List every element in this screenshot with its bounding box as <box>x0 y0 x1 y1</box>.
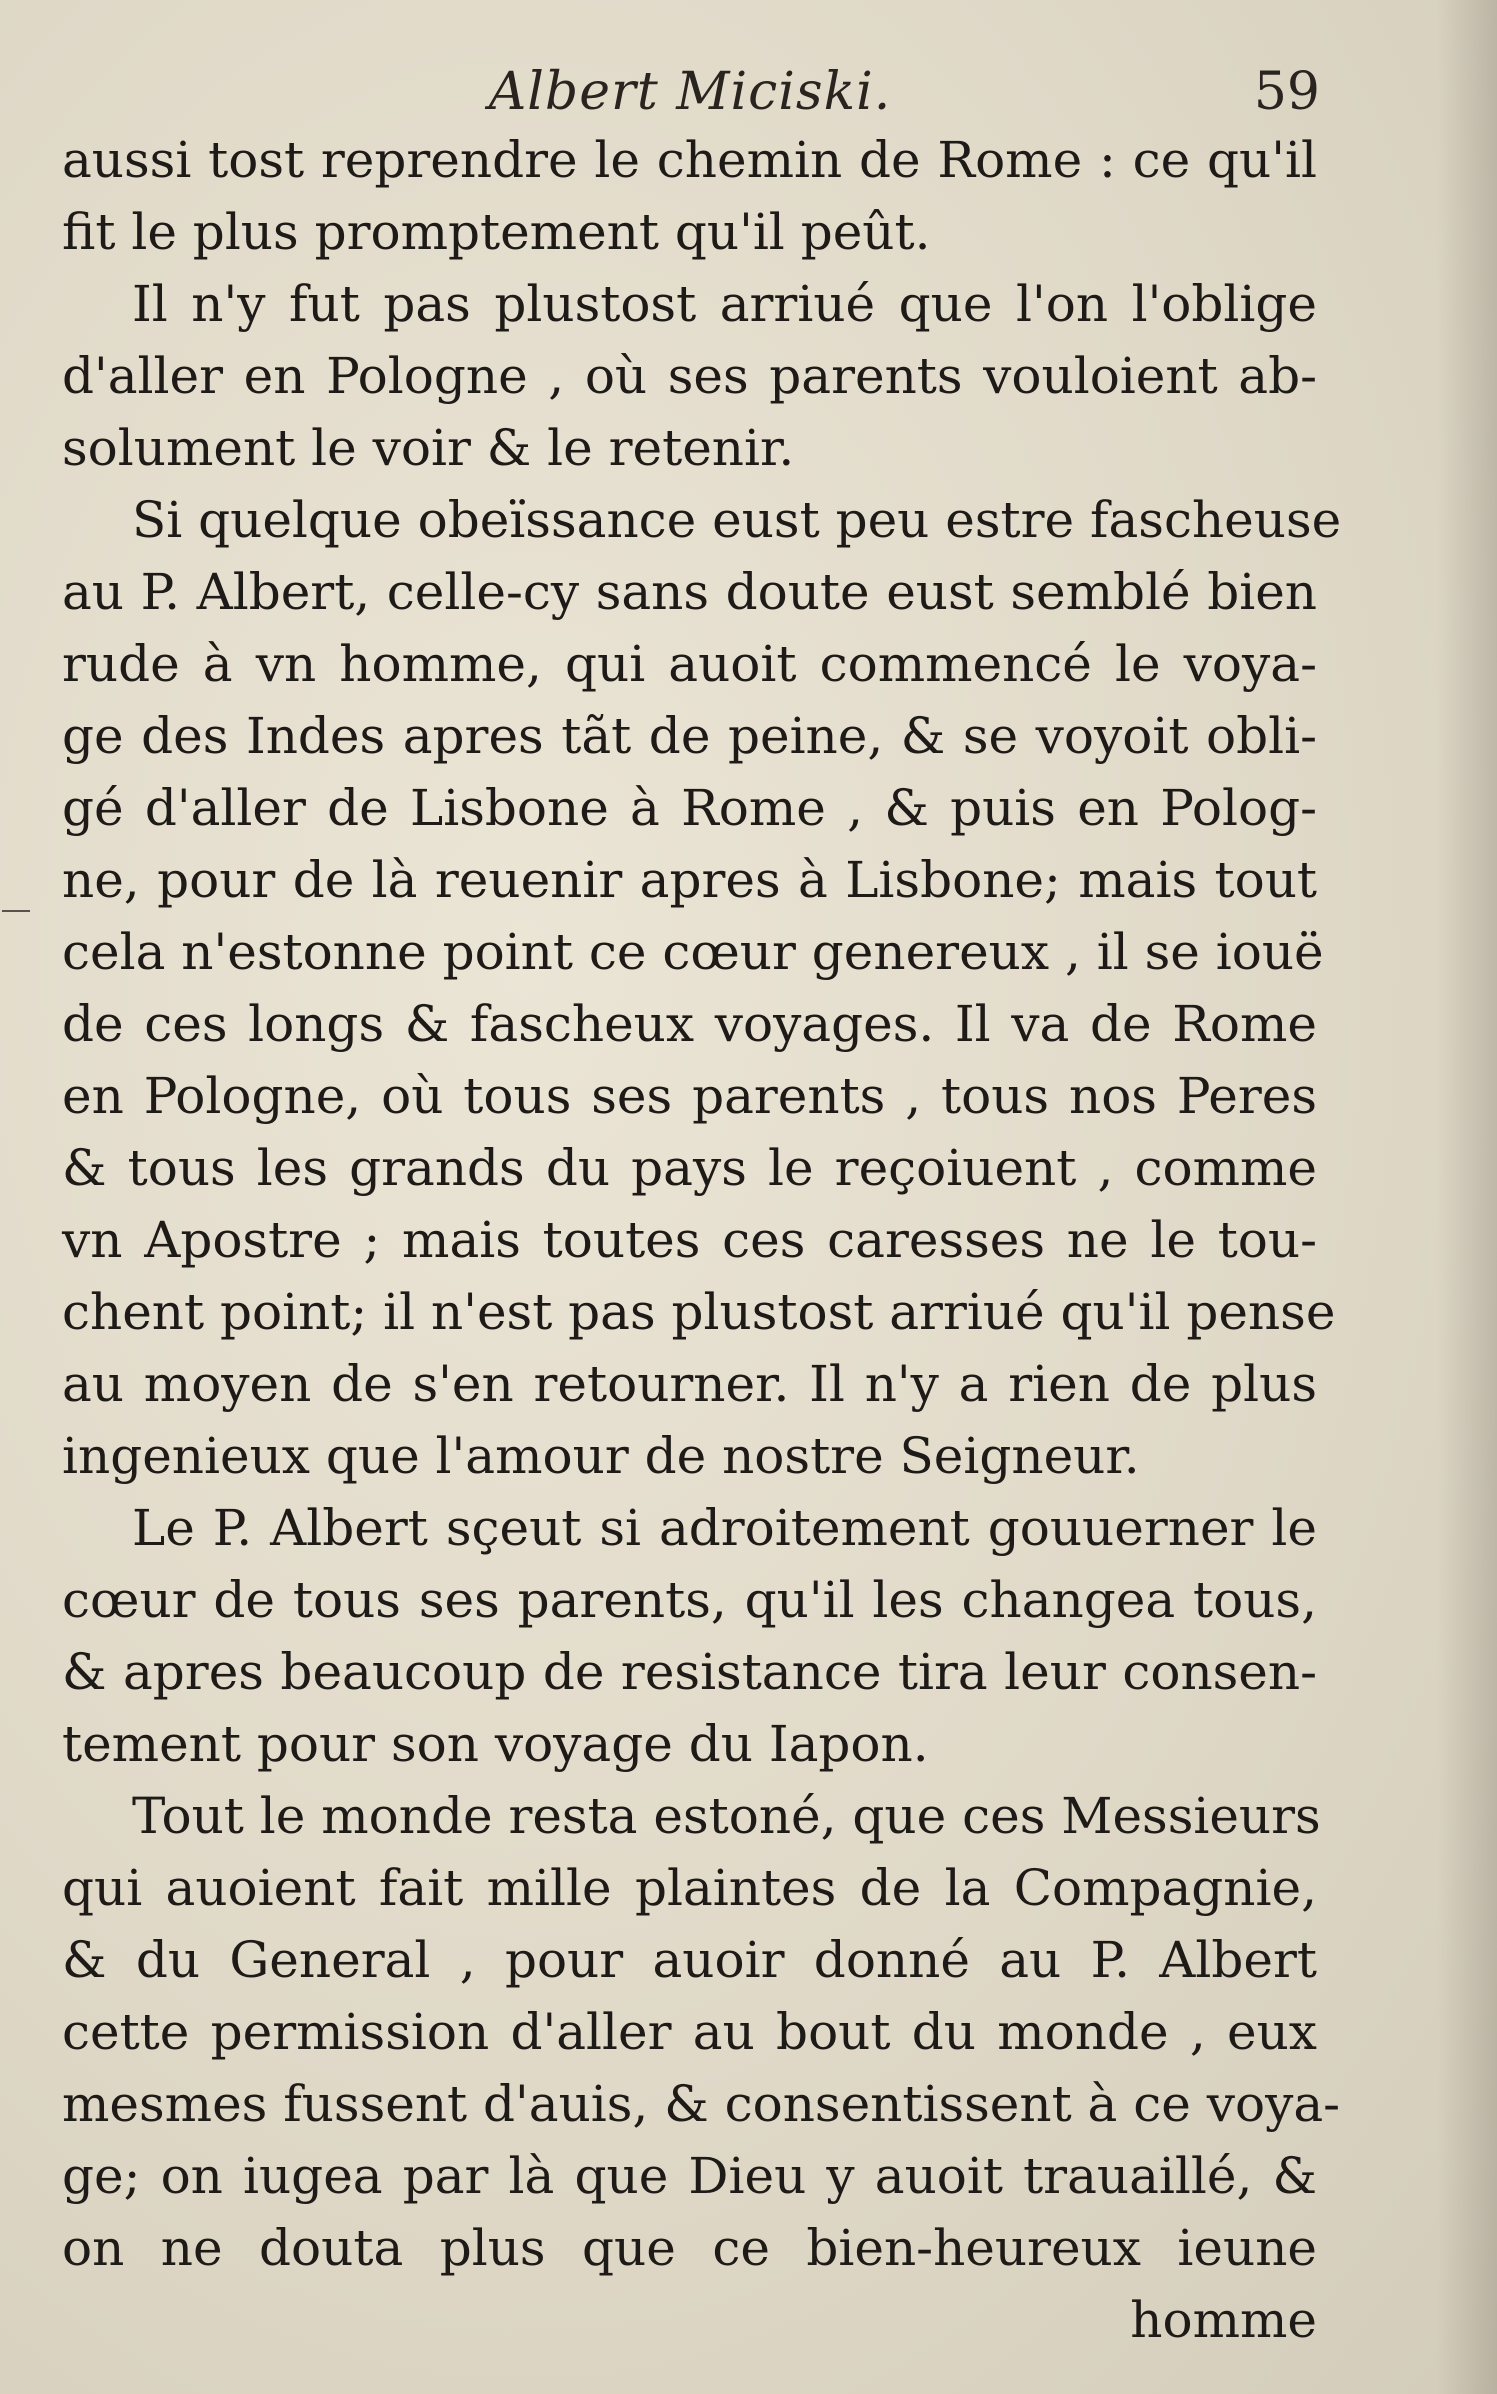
running-head: Albert Miciski. <box>488 62 892 122</box>
body-text <box>62 124 1342 2356</box>
text-line: vn Apostre ; mais toutes ces caresses ne le tou- <box>62 1211 1317 1269</box>
text-line: ingenieux que l'amour de nostre Seigneur. <box>62 1427 1140 1485</box>
catchword: homme <box>1130 2291 1317 2349</box>
text-line: en Pologne, où tous ses parents , tous nos Peres <box>62 1067 1317 1125</box>
text-line: ne, pour de là reuenir apres à Lisbone; mais tout <box>62 851 1317 909</box>
margin-mark <box>2 910 30 912</box>
text-line: & tous les grands du pays le reçoiuent , comme <box>62 1139 1317 1197</box>
text-line: gé d'aller de Lisbone à Rome , & puis en Polog- <box>62 779 1317 837</box>
text-line: Tout le monde resta estoné, que ces Messieurs <box>132 1787 1321 1845</box>
text-line: au P. Albert, celle-cy sans doute eust semblé bien <box>62 563 1317 621</box>
text-line: solument le voir & le retenir. <box>62 419 795 477</box>
text-line: on ne douta plus que ce bien-heureux ieune <box>62 2219 1317 2277</box>
text-line: cœur de tous ses parents, qu'il les changea tous, <box>62 1571 1317 1629</box>
text-line: qui auoient fait mille plaintes de la Compagnie, <box>62 1859 1317 1917</box>
text-line: aussi tost reprendre le chemin de Rome : ce qu'il <box>62 131 1317 189</box>
text-line: fit le plus promptement qu'il peût. <box>62 203 931 261</box>
text-line: tement pour son voyage du Iapon. <box>62 1715 929 1773</box>
page-header <box>60 62 1320 132</box>
text-line: chent point; il n'est pas plustost arriué qu'il pense <box>62 1283 1336 1341</box>
text-line: au moyen de s'en retourner. Il n'y a rien de plus <box>62 1355 1317 1413</box>
text-line: cela n'estonne point ce cœur genereux , il se iouë <box>62 923 1324 981</box>
text-line: Il n'y fut pas plustost arriué que l'on l'oblige <box>132 275 1317 333</box>
text-line: Si quelque obeïssance eust peu estre fascheuse <box>132 491 1342 549</box>
text-line: Le P. Albert sçeut si adroitement gouuerner le <box>132 1499 1317 1557</box>
text-line: ge des Indes apres tãt de peine, & se voyoit obli- <box>62 707 1317 765</box>
text-line: cette permission d'aller au bout du monde , eux <box>62 2003 1317 2061</box>
text-line: ge; on iugea par là que Dieu y auoit trauaillé, & <box>62 2147 1317 2205</box>
page-edge-shadow <box>1437 0 1497 2394</box>
text-line: & du General , pour auoir donné au P. Albert <box>62 1931 1317 1989</box>
text-line: & apres beaucoup de resistance tira leur consen- <box>62 1643 1317 1701</box>
text-line: mesmes fussent d'auis, & consentissent à ce voya- <box>62 2075 1341 2133</box>
text-line: rude à vn homme, qui auoit commencé le voya- <box>62 635 1317 693</box>
page-number: 59 <box>1253 62 1320 122</box>
text-line: d'aller en Pologne , où ses parents vouloient ab- <box>62 347 1317 405</box>
text-line: de ces longs & fascheux voyages. Il va de Rome <box>62 995 1317 1053</box>
